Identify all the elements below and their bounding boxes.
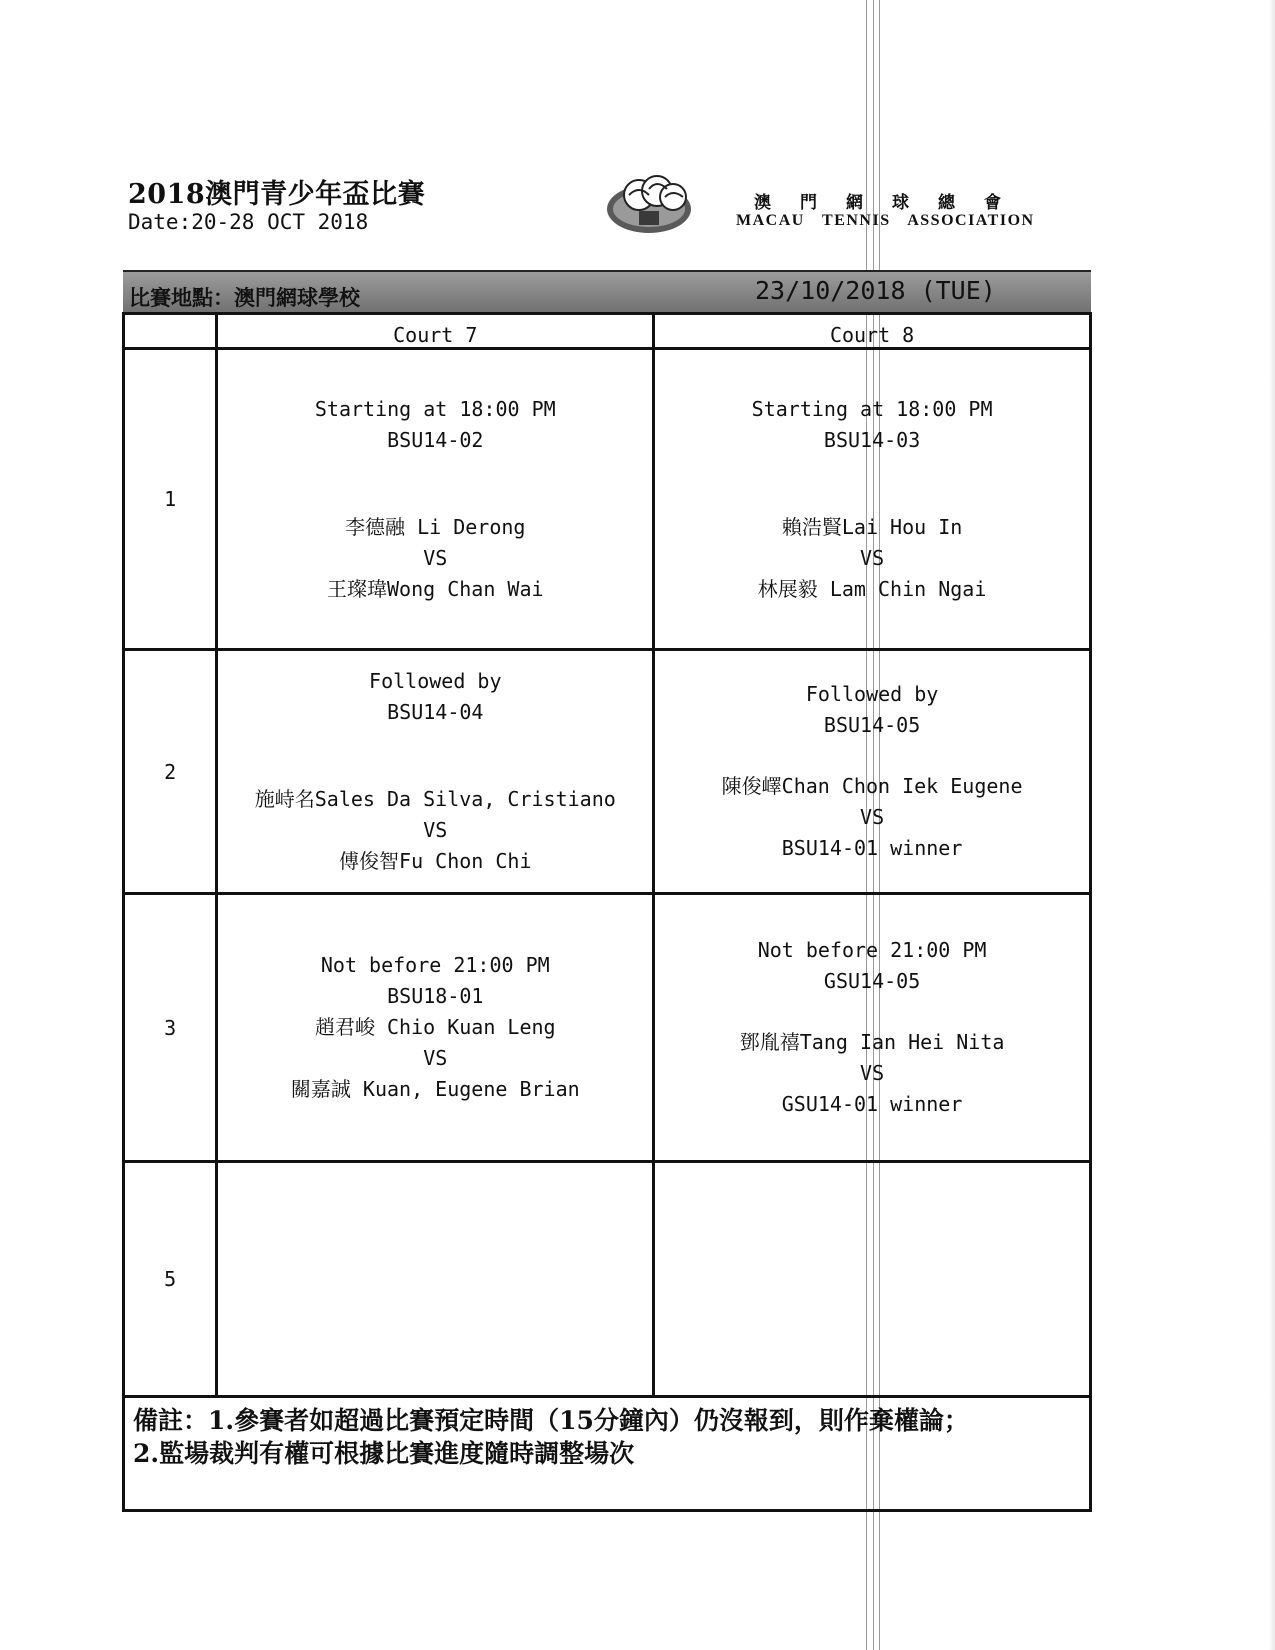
table-row (124, 1162, 1091, 1397)
org-name-english: MACAU TENNIS ASSOCIATION (736, 212, 1035, 229)
player-1: 鄧胤禧Tang Ian Hei Nita (739, 1030, 1005, 1055)
table-row (124, 650, 1091, 894)
vs-label: VS (860, 1061, 885, 1086)
row-number: 1 (124, 349, 217, 650)
match-time: Starting at 18:00 PM (314, 396, 556, 421)
player-2: 王璨瑋Wong Chan Wai (327, 576, 544, 601)
row-number: 5 (124, 1162, 217, 1397)
player-2: 林展毅 Lam Chin Ngai (757, 576, 987, 601)
vs-label: VS (423, 818, 448, 843)
document-title: 2018澳門青少年盃比賽 (128, 179, 426, 210)
match-cell-court8 (654, 349, 1091, 650)
player-1: 賴浩賢Lai Hou In (781, 514, 963, 539)
match-time: Not before 21:00 PM (320, 953, 550, 978)
row-number: 2 (124, 650, 217, 894)
schedule-table (122, 312, 1092, 1512)
column-header-court7: Court 7 (217, 314, 654, 349)
column-header-court8: Court 8 (654, 314, 1091, 349)
player-2: 傅俊智Fu Chon Chi (339, 849, 532, 874)
match-code: BSU14-02 (387, 427, 484, 452)
vs-label: VS (423, 1046, 448, 1071)
match-time: Starting at 18:00 PM (751, 396, 993, 421)
document-date: Date:20-28 OCT 2018 (128, 210, 369, 234)
header-blank-cell (124, 314, 217, 349)
match-code: BSU18-01 (387, 984, 484, 1009)
notes-cell (124, 1397, 1091, 1511)
vs-label: VS (860, 805, 885, 830)
match-cell-court7 (217, 650, 654, 894)
player-2: 關嘉誠 Kuan, Eugene Brian (290, 1077, 580, 1102)
match-code: BSU14-05 (823, 713, 921, 738)
match-cell-court7 (217, 349, 654, 650)
venue-label: 比賽地點：澳門網球學校 (129, 285, 360, 310)
table-row (124, 349, 1091, 650)
note-line-2: 2.監場裁判有權可根據比賽進度隨時調整場次 (133, 1439, 635, 1469)
tennis-association-logo (605, 165, 697, 237)
player-1: 施峙名Sales Da Silva, Cristiano (254, 787, 616, 812)
row-number: 3 (124, 893, 217, 1161)
match-cell-court7 (217, 893, 654, 1161)
match-date: 23/10/2018 (TUE) (755, 276, 996, 305)
match-time: Not before 21:00 PM (757, 938, 987, 963)
match-cell-court8 (654, 650, 1091, 894)
player-2: BSU14-01 winner (781, 836, 963, 861)
scan-edge (1269, 0, 1275, 1650)
match-cell-court8 (654, 893, 1091, 1161)
match-code: GSU14-05 (823, 969, 921, 994)
player-2: GSU14-01 winner (781, 1092, 963, 1117)
vs-label: VS (860, 545, 885, 570)
match-code: BSU14-04 (387, 700, 484, 725)
match-time: Followed by (805, 682, 939, 707)
note-line-1: 備註：1.參賽者如超過比賽預定時間（15分鐘內）仍沒報到，則作棄權論； (133, 1406, 969, 1436)
venue-date-band (123, 270, 1091, 315)
match-cell-court7 (217, 1162, 654, 1397)
player-1: 陳俊嶧Chan Chon Iek Eugene (721, 774, 1023, 799)
player-1: 趙君峻 Chio Kuan Leng (314, 1015, 556, 1040)
player-1: 李德融 Li Derong (345, 514, 526, 539)
table-header-row (124, 314, 1091, 349)
match-cell-court8 (654, 1162, 1091, 1397)
org-name-chinese: 澳門網球總會 (754, 193, 1030, 213)
match-time: Followed by (369, 669, 502, 694)
match-code: BSU14-03 (823, 427, 921, 452)
vs-label: VS (423, 545, 448, 570)
notes-row (124, 1397, 1091, 1511)
table-row (124, 893, 1091, 1161)
